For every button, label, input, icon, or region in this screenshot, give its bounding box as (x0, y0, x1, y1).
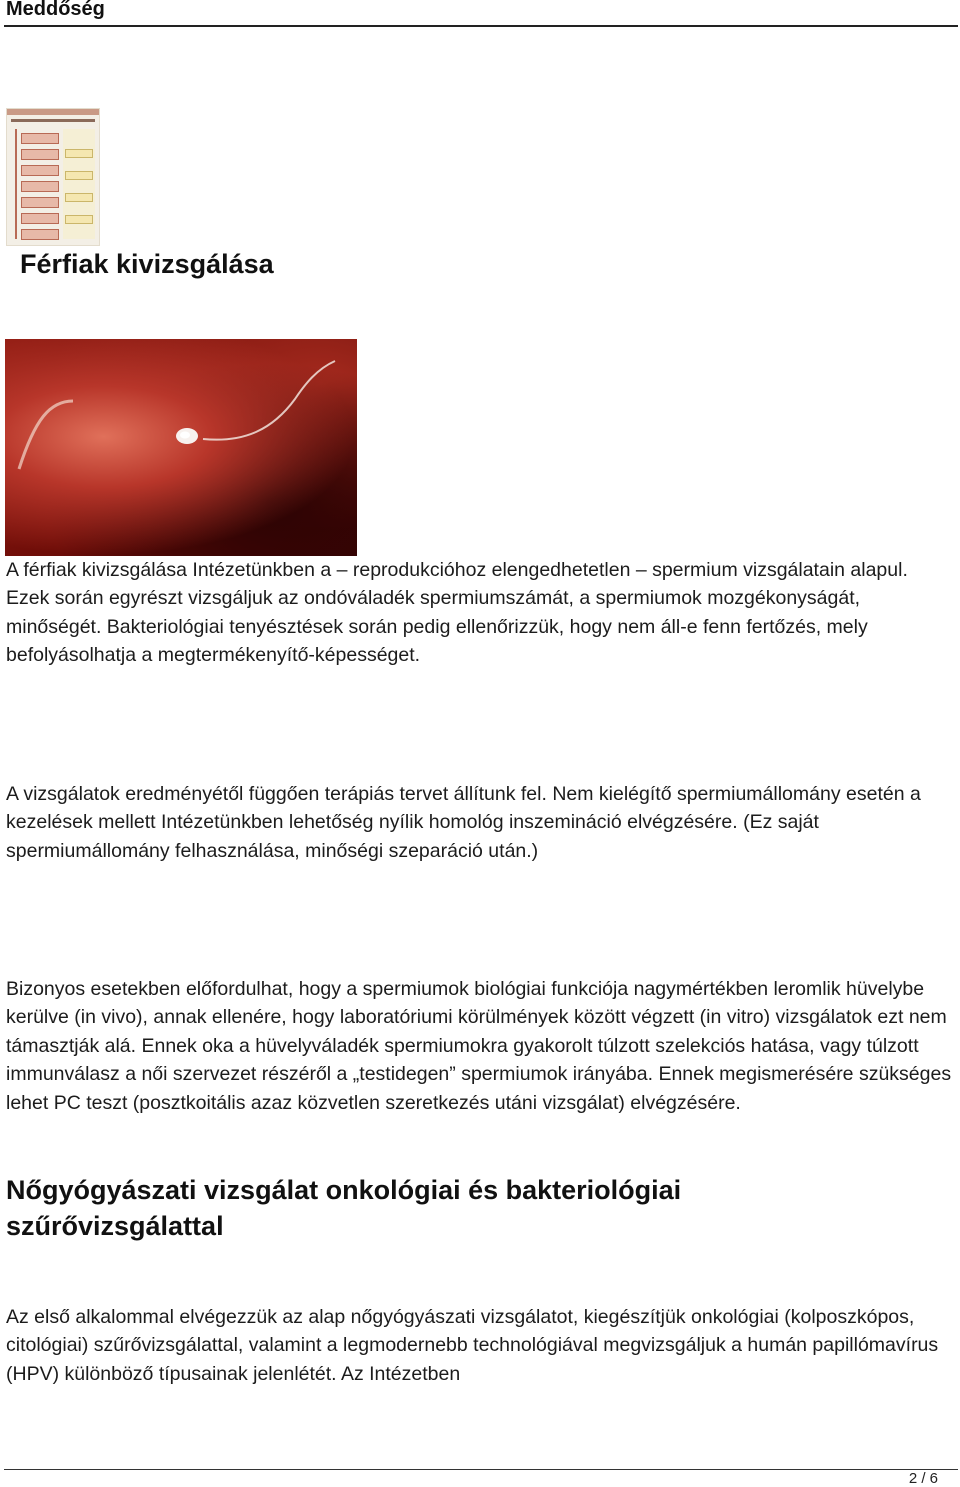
section-heading-men: Férfiak kivizsgálása (20, 249, 274, 279)
paragraph-gynecology-1: Az első alkalommal elvégezzük az alap nőgyógyászati vizsgálatot, kiegészítjük onkológiai (kolposzkópos, citológiai) szűrővizsgálattal, valamint a legmodernebb technológiával megvizsgáljuk a humán papillómavírus (HPV) különböző típusainak jelenlétét. Az Intézetben (6, 1306, 939, 1385)
sperm-photo-image (5, 339, 357, 556)
header-title: Meddőség (6, 0, 105, 20)
paragraph-men-2: A vizsgálatok eredményétől függően terápiás tervet állítunk fel. Nem kielégítő spermiumállomány esetén a kezelések mellett Intézetünkben lehetőség nyílik homológ inszemináció elvégzésére. (Ez saját spermiumállomány felhasználása, minőségi szeparáció után.) (6, 783, 921, 862)
paragraph-men-1: A férfiak kivizsgálása Intézetünkben a – reprodukcióhoz elengedhetetlen – spermium vizsgálatain alapul. Ezek során egyrészt vizsgáljuk az ondóváladék spermiumszámát, a spermiumok mozgékonyságát, minőségét. Bakteriológiai tenyésztések során pedig ellenőrizzük, hogy nem áll-e fenn fertőzés, mely befolyásolhatja a megtermékenyítő-képességet. (6, 559, 908, 667)
paragraph-men-3: Bizonyos esetekben előfordulhat, hogy a spermiumok biológiai funkciója nagymértékben leromlik hüvelybe kerülve (in vivo), annak ellenére, hogy laboratóriumi körülmények között végzett (in vitro) vizsgálatok ezt nem támasztják alá. Ennek oka a hüvelyváladék spermiumokra gyakorolt túlzott szelekciós hatása, vagy túlzott immunválasz a női szervezet részéről a „testidegen” spermiumok irányába. Ennek megismerésére szükséges lehet PC teszt (posztkoitális azaz közvetlen szeretkezés utáni vizsgálat) elvégzésére. (6, 978, 952, 1114)
diagram-thumbnail-image (6, 108, 100, 246)
page-number: 2 / 6 (908, 1470, 938, 1487)
footer-divider (4, 1469, 958, 1470)
header-divider (4, 25, 958, 27)
section-heading-gynecology: Nőgyógyászati vizsgálat onkológiai és bakteriológiai szűrővizsgálattal (6, 1175, 682, 1241)
